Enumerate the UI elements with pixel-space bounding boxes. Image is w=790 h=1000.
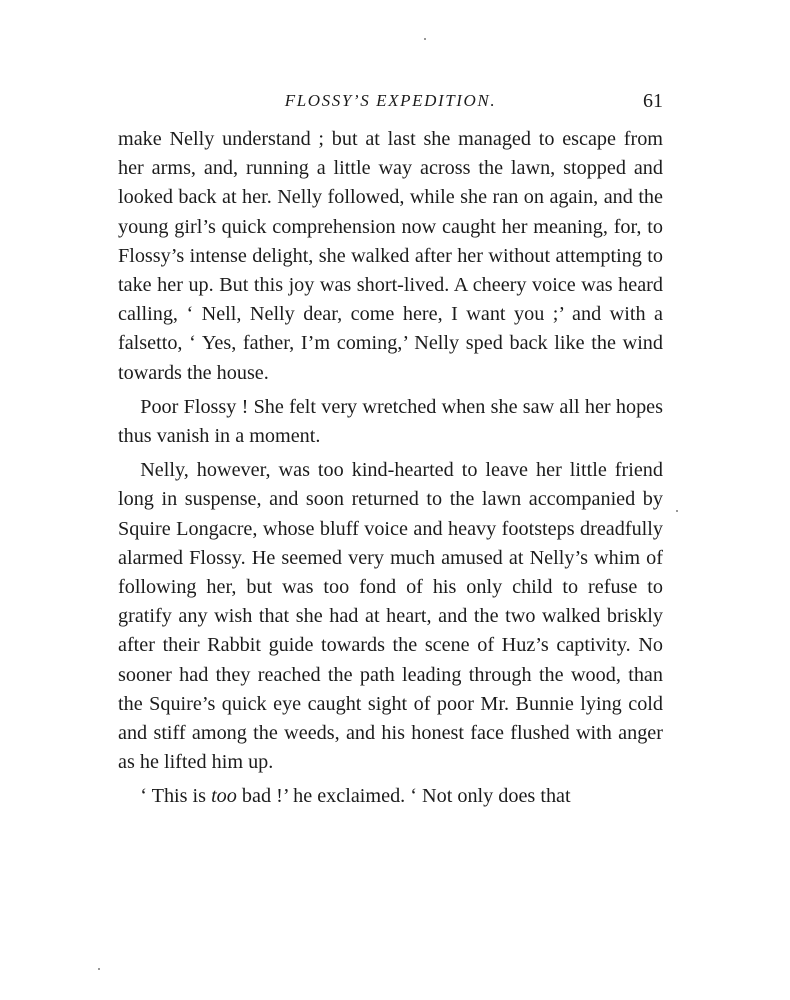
paragraph-1: make Nelly understand ; but at last she managed to escape from her arms, and, running a little way across the lawn, stopped and looked back at her. Nelly followed, while she ran on again, and the young girl’s quick comprehension now caught her meaning, for, to Flossy’s intense delight, she walked after her without attempting to take her up. But this joy was short-lived. A cheery voice was heard calling, ‘ Nell, Nelly dear, come here, I want you ;’ and with a falsetto, ‘ Yes, father, I’m coming,’ Nelly sped back like the wind towards the house. bbox=[118, 128, 663, 384]
running-header bbox=[118, 89, 663, 113]
paragraph-4 bbox=[118, 782, 663, 811]
paper-speck bbox=[676, 510, 678, 512]
emphasis-word: too bbox=[211, 785, 237, 808]
paper-speck bbox=[424, 38, 426, 40]
running-title: FLOSSY’S EXPEDITION. bbox=[284, 91, 497, 110]
body-text bbox=[118, 125, 663, 817]
paragraph-4-end: bad !’ he exclaimed. ‘ Not only does that bbox=[236, 785, 571, 808]
paper-speck bbox=[98, 968, 100, 970]
paragraph-3: Nelly, however, was too kind-hearted to leave her little friend long in suspense, and soon returned to the lawn accompanied by Squire Longacre, whose bluff voice and heavy footsteps dreadfully alarmed Flossy. He seemed very much amused at Nelly’s whim of following her, but was too fond of his only child to refuse to gratify any wish that she had at heart, and the two walked briskly after their Rabbit guide towards the scene of Huz’s captivity. No sooner had they reached the path leading through the wood, than the Squire’s quick eye caught sight of poor Mr. Bunnie lying cold and stiff among the weeds, and his honest face flushed with anger as he lifted him up. bbox=[118, 459, 663, 774]
page-number: 61 bbox=[643, 90, 663, 112]
paragraph-4-start: ‘ This is bbox=[140, 785, 212, 808]
paragraph-2: Poor Flossy ! She felt very wretched when she saw all her hopes thus vanish in a moment. bbox=[118, 395, 663, 448]
